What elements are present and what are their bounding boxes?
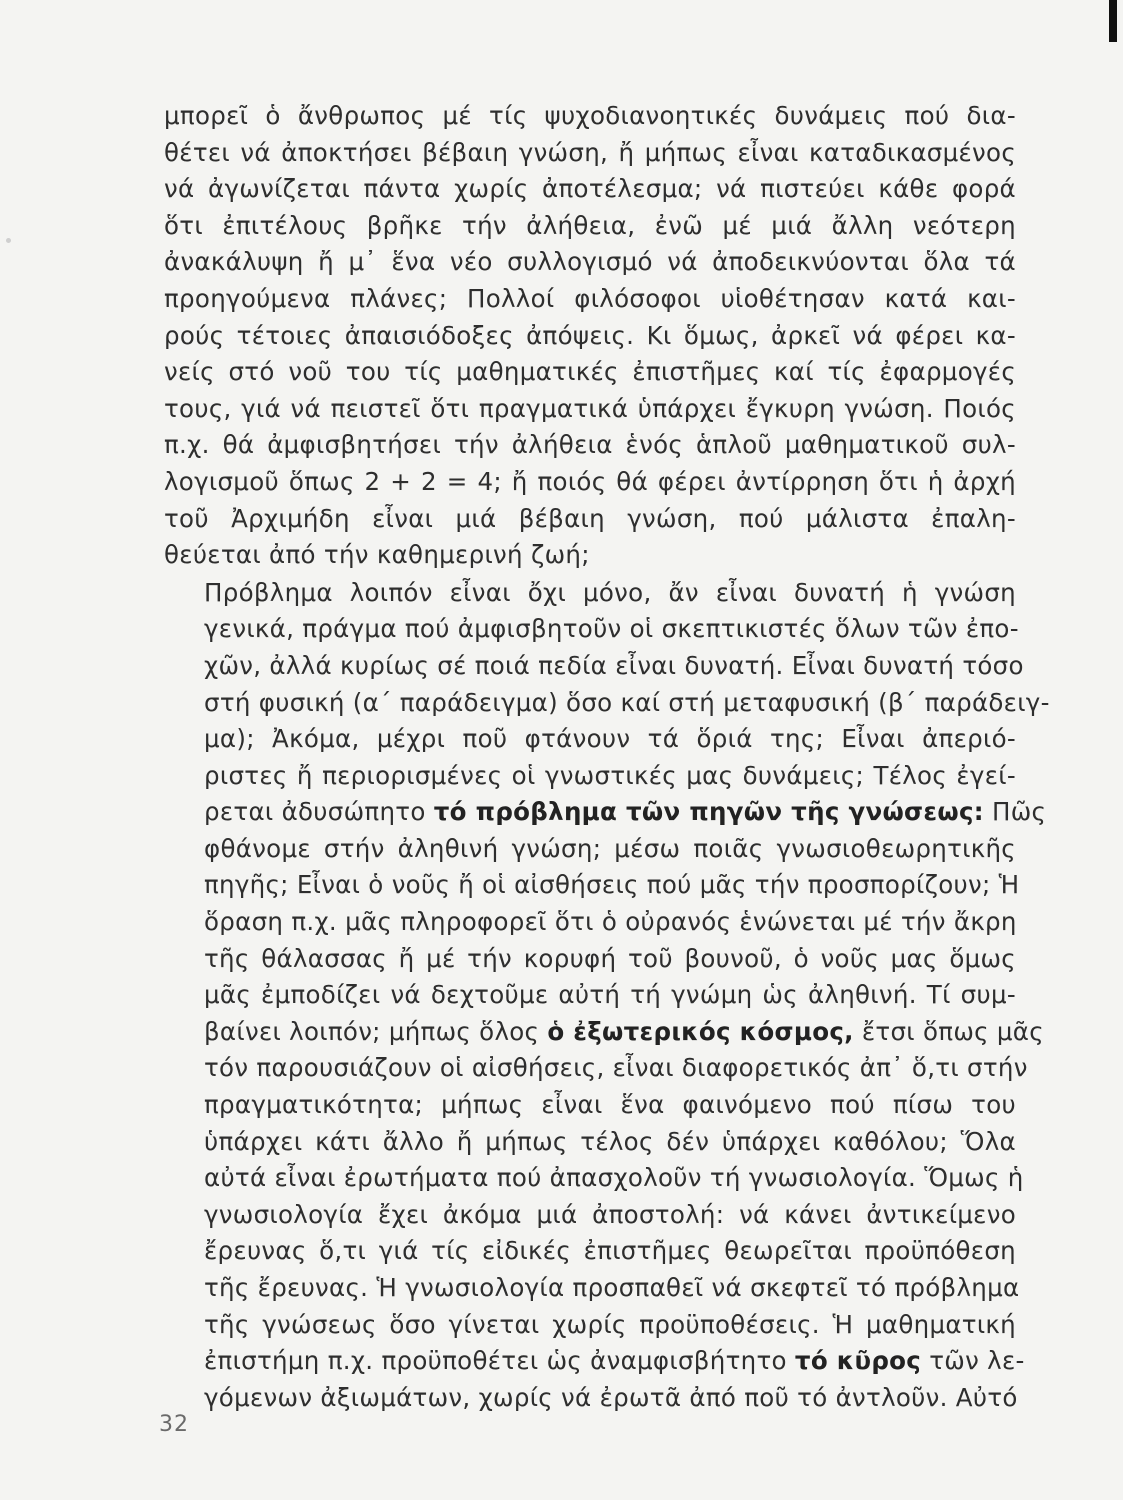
- paragraph-2: [164, 575, 1050, 1417]
- text-line: ἀνακάλυψη ἤ μ᾽ ἕνα νέο συλλογισμό νά ἀποδεικνύονται ὅλα τά: [164, 247, 1016, 277]
- paragraph-1: [164, 98, 1016, 574]
- text-fragment: ρεται ἀδυσώπητο: [204, 797, 426, 827]
- text-line: νείς στό νοῦ του τίς μαθηματικές ἐπιστῆμες καί τίς ἐφαρμογές: [164, 357, 1016, 387]
- text-line: τόν παρουσιάζουν οἱ αἰσθήσεις, εἶναι διαφορετικός ἀπ᾽ ὅ,τι στήν: [204, 1053, 1028, 1083]
- text-line: θεύεται ἀπό τήν καθημερινή ζωή;: [164, 540, 590, 570]
- page-number: 32: [159, 1412, 189, 1437]
- scan-speck: [6, 238, 11, 243]
- bold-term-authority: τό κῦρος: [794, 1346, 922, 1376]
- text-line: μπορεῖ ὁ ἄνθρωπος μέ τίς ψυχοδιανοητικές δυνάμεις πού δια-: [164, 101, 1016, 130]
- text-line: π.χ. θά ἀμφισβητήσει τήν ἀλήθεια ἑνός ἁπλοῦ μαθηματικοῦ συλ-: [164, 430, 1016, 460]
- scan-edge-mark: [1109, 0, 1117, 42]
- text-line: γνωσιολογία ἔχει ἀκόμα μιά ἀποστολή: νά κάνει ἀντικείμενο: [204, 1199, 1016, 1229]
- text-line: τῆς γνώσεως ὅσο γίνεται χωρίς προϋποθέσεις. Ἡ μαθηματική: [204, 1309, 1016, 1339]
- text-line: τοῦ Ἀρχιμήδη εἶναι μιά βέβαιη γνώση, πού μάλιστα ἐπαλη-: [164, 503, 1016, 533]
- text-line: τῆς θάλασσας ἤ μέ τήν κορυφή τοῦ βουνοῦ, ὁ νοῦς μας ὅμως: [204, 943, 1016, 973]
- text-line: νά ἀγωνίζεται πάντα χωρίς ἀποτέλεσμα; νά πιστεύει κάθε φορά: [164, 174, 1016, 204]
- text-line: ριστες ἤ περιορισμένες οἱ γνωστικές μας δυνάμεις; Τέλος ἐγεί-: [204, 760, 1016, 790]
- text-fragment: ἔτσι ὅπως μᾶς: [861, 1016, 1044, 1046]
- text-line: [164, 1014, 1044, 1051]
- text-fragment: ἐπιστήμη π.χ. προϋποθέτει ὡς ἀναμφισβήτητο: [204, 1346, 787, 1376]
- text-line: ὑπάρχει κάτι ἄλλο ἤ μήπως τέλος δέν ὑπάρχει καθόλου; Ὅλα: [204, 1126, 1016, 1156]
- text-line: πραγματικότητα; μήπως εἶναι ἕνα φαινόμενο πού πίσω του: [204, 1090, 1016, 1120]
- text-line: χῶν, ἀλλά κυρίως σέ ποιά πεδία εἶναι δυνατή. Εἶναι δυνατή τόσο: [204, 650, 1024, 680]
- text-line: ἔρευνας ὅ,τι γιά τίς εἰδικές ἐπιστῆμες θεωρεῖται προϋπόθεση: [204, 1236, 1016, 1266]
- text-line: αὐτά εἶναι ἐρωτήματα πού ἀπασχολοῦν τή γνωσιολογία. Ὅμως ἡ: [204, 1163, 1024, 1193]
- text-line: προηγούμενα πλάνες; Πολλοί φιλόσοφοι υἱοθέτησαν κατά και-: [164, 283, 1016, 313]
- bold-term-sources-of-knowledge: τό πρόβλημα τῶν πηγῶν τῆς γνώσεως:: [433, 797, 984, 827]
- text-fragment: βαίνει λοιπόν; μήπως ὅλος: [204, 1016, 540, 1046]
- text-line: τῆς ἔρευνας. Ἡ γνωσιολογία προσπαθεῖ νά σκεφτεῖ τό πρόβλημα: [204, 1273, 1020, 1302]
- text-line: φθάνομε στήν ἀληθινή γνώση; μέσω ποιᾶς γνωσιοθεωρητικῆς: [204, 833, 1016, 863]
- text-line: θέτει νά ἀποκτήσει βέβαιη γνώση, ἤ μήπως εἶναι καταδικασμένος: [164, 137, 1016, 167]
- text-line: ὅτι ἐπιτέλους βρῆκε τήν ἀλήθεια, ἐνῶ μέ μιά ἄλλη νεότερη: [164, 210, 1016, 240]
- text-line: μᾶς ἐμποδίζει νά δεχτοῦμε αὐτή τή γνώμη ὡς ἀληθινή. Τί συμ-: [204, 980, 1016, 1010]
- text-line: λογισμοῦ ὅπως 2 + 2 = 4; ἤ ποιός θά φέρει ἀντίρρηση ὅτι ἡ ἀρχή: [164, 466, 1016, 496]
- text-line: ρούς τέτοιες ἀπαισιόδοξες ἀπόψεις. Κι ὅμως, ἀρκεῖ νά φέρει κα-: [164, 320, 1016, 350]
- text-line: στή φυσική (α´ παράδειγμα) ὅσο καί στή μεταφυσική (β´ παράδειγ-: [204, 687, 1050, 717]
- text-fragment: Πῶς: [991, 797, 1047, 827]
- bold-term-external-world: ὁ ἐξωτερικός κόσμος,: [547, 1016, 854, 1046]
- text-line: τους, γιά νά πειστεῖ ὅτι πραγματικά ὑπάρχει ἔγκυρη γνώση. Ποιός: [164, 393, 1016, 423]
- text-line: [164, 794, 1047, 831]
- text-line: γενικά, πράγμα πού ἀμφισβητοῦν οἱ σκεπτικιστές ὅλων τῶν ἐπο-: [204, 614, 1019, 644]
- body-text: [164, 98, 1050, 1416]
- text-line: ὅραση π.χ. μᾶς πληροφορεῖ ὅτι ὁ οὐρανός ἑνώνεται μέ τήν ἄκρη: [204, 907, 1017, 937]
- text-line: γόμενων ἀξιωμάτων, χωρίς νά ἐρωτᾶ ἀπό ποῦ τό ἀντλοῦν. Αὐτό: [204, 1382, 1018, 1412]
- text-line: [164, 1343, 1025, 1380]
- text-line: πηγῆς; Εἶναι ὁ νοῦς ἤ οἱ αἰσθήσεις πού μᾶς τήν προσπορίζουν; Ἡ: [204, 870, 1020, 900]
- text-line: Πρόβλημα λοιπόν εἶναι ὄχι μόνο, ἄν εἶναι δυνατή ἡ γνώση: [204, 577, 1016, 607]
- text-fragment: τῶν λε-: [929, 1346, 1025, 1376]
- text-line: μα); Ἀκόμα, μέχρι ποῦ φτάνουν τά ὅριά της; Εἶναι ἀπεριό-: [204, 724, 1016, 754]
